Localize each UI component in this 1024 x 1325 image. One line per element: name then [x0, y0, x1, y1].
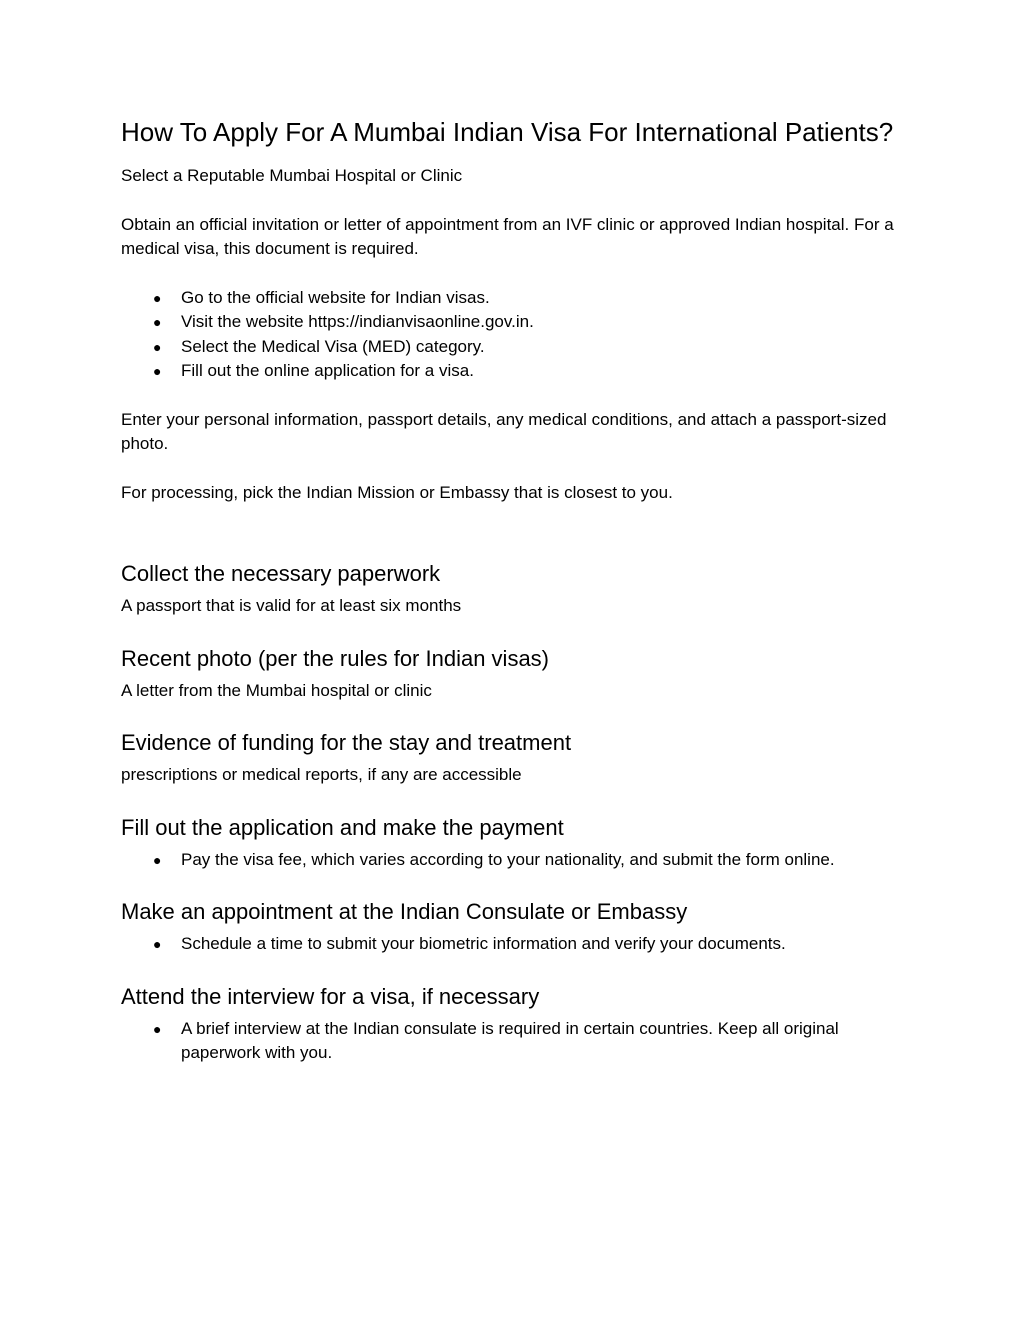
section-funding: [121, 729, 911, 788]
section-heading: Fill out the application and make the payment: [121, 814, 564, 840]
list-item: [121, 1017, 911, 1066]
section-paperwork: [121, 560, 911, 619]
section-text: A passport that is valid for at least six months: [121, 596, 462, 615]
document-body: [121, 114, 911, 1092]
personal-info-paragraph: Enter your personal information, passport details, any medical conditions, and attach a passport-sized photo.: [121, 409, 887, 453]
list-item: [121, 286, 911, 311]
bullet-icon: ●: [153, 314, 162, 330]
bullet-icon: ●: [153, 936, 162, 952]
bullet-icon: ●: [153, 338, 162, 355]
list-item: [121, 848, 911, 873]
list-item-text: Go to the official website for Indian visas.: [181, 287, 490, 307]
list-item-text: A brief interview at the Indian consulate is required in certain countries. Keep all original paperwork with you.: [181, 1018, 839, 1062]
section-text: prescriptions or medical reports, if any are accessible: [121, 765, 522, 784]
list-item: [121, 310, 911, 335]
section-heading: Make an appointment at the Indian Consulate or Embassy: [121, 899, 688, 924]
section-text: A letter from the Mumbai hospital or clinic: [121, 680, 432, 700]
bullet-icon: ●: [153, 289, 162, 306]
section-list: [121, 1017, 911, 1066]
intro-paragraph: Obtain an official invitation or letter of appointment from an IVF clinic or approved Indian hospital. For a medical visa, this document is required.: [121, 214, 894, 258]
bullet-icon: ●: [153, 363, 162, 379]
page-title: How To Apply For A Mumbai Indian Visa For International Patients?: [121, 117, 894, 147]
section-heading: Attend the interview for a visa, if necessary: [121, 983, 540, 1009]
section-photo: [121, 645, 911, 704]
list-item-text: Fill out the online application for a visa.: [181, 361, 474, 380]
bullet-icon: ●: [153, 1020, 162, 1037]
steps-list: [121, 286, 911, 384]
list-item-text: Pay the visa fee, which varies according to your nationality, and submit the form online.: [181, 849, 835, 869]
section-heading: Evidence of funding for the stay and treatment: [121, 730, 572, 755]
list-item: [121, 335, 911, 360]
section-heading: Recent photo (per the rules for Indian visas): [121, 645, 550, 671]
section-appointment: [121, 898, 911, 957]
list-item-text: Schedule a time to submit your biometric information and verify your documents.: [181, 934, 786, 953]
section-list: [121, 932, 911, 957]
list-item: [121, 359, 911, 384]
section-list: [121, 848, 911, 873]
list-item: [121, 932, 911, 957]
list-item-text: Select the Medical Visa (MED) category.: [181, 336, 485, 356]
section-heading: Collect the necessary paperwork: [121, 561, 441, 586]
processing-paragraph: For processing, pick the Indian Mission or Embassy that is closest to you.: [121, 482, 673, 502]
intro-line: Select a Reputable Mumbai Hospital or Clinic: [121, 166, 463, 185]
section-application: [121, 814, 911, 873]
list-item-text: Visit the website https://indianvisaonline.gov.in.: [181, 312, 534, 331]
section-interview: [121, 983, 911, 1066]
bullet-icon: ●: [153, 851, 162, 868]
